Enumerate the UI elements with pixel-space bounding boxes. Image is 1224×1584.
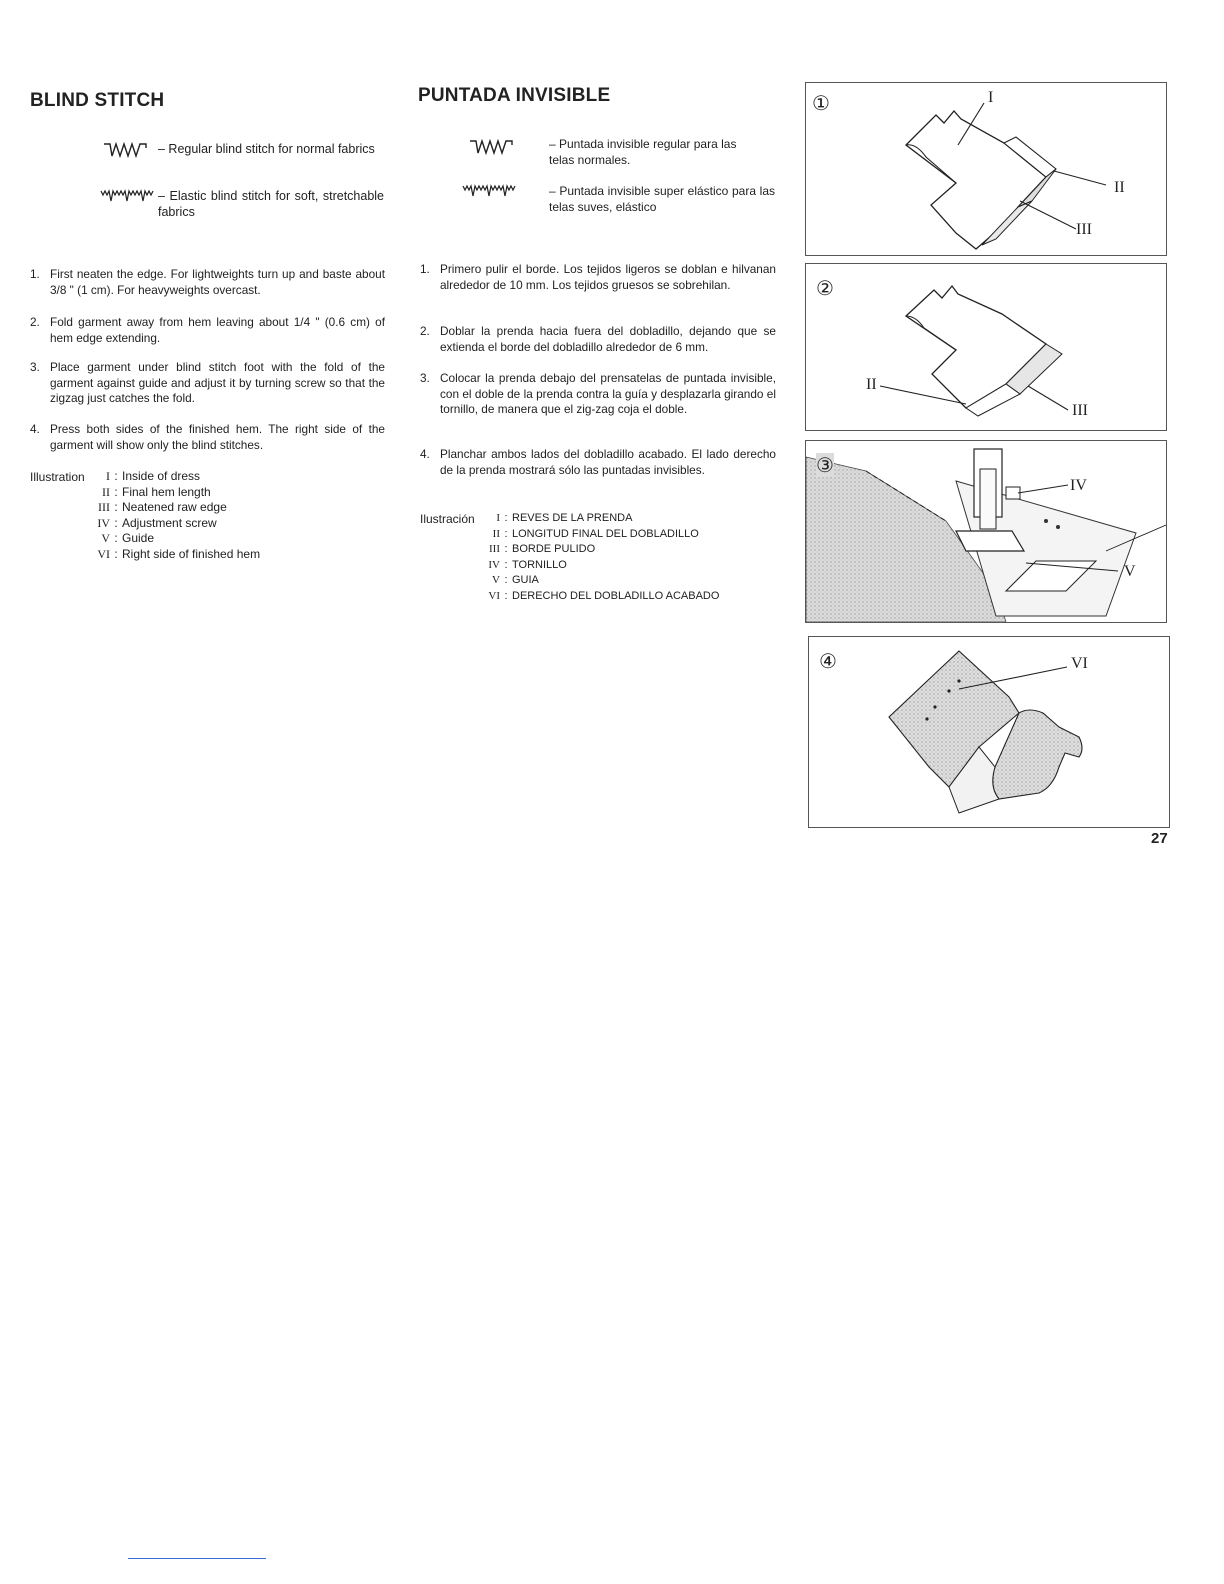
list-item: V : GUIA — [492, 574, 539, 586]
illustration-list-es — [478, 511, 719, 604]
legend-regular-desc: – Regular blind stitch for normal fabrics — [158, 142, 375, 156]
list-item: VI : Right side of finished hem — [97, 546, 261, 561]
label-ii: II — [866, 376, 877, 393]
step-es-4: 4. Planchar ambos lados del dobladillo acabado. El lado derecho de la prenda mostrará sólo las puntadas invisibles. — [420, 447, 776, 477]
list-item: I : REVES DE LA PRENDA — [496, 512, 633, 524]
step-en-1: 1. First neaten the edge. For lightweights turn up and baste about 3/8 " (1 cm). For heavyweights overcast. — [30, 267, 385, 297]
panel-number-2: ② — [816, 276, 834, 300]
label-i: I — [988, 89, 994, 106]
step-en-3: 3. Place garment under blind stitch foot with the fold of the garment against guide and adjust it by turning screw so that the zigzag just catches the fold. — [30, 360, 385, 405]
list-item: III : BORDE PULIDO — [489, 543, 596, 555]
label-vi: VI — [1071, 655, 1088, 672]
list-item: VI : DERECHO DEL DOBLADILLO ACABADO — [488, 589, 720, 602]
illustration-list-en — [88, 469, 260, 562]
step-en-4: 4. Press both sides of the finished hem. The right side of the garment will show only the blind stitches. — [30, 422, 385, 452]
elastic-blind-stitch-icon — [100, 187, 158, 207]
step-es-3: 3. Colocar la prenda debajo del prensatelas de puntada invisible, con el doble de la prenda contra la guía y desplazarla girando el tornillo, de manera que el zig-zag coja el doble. — [420, 371, 776, 416]
legend-regular-desc-es: – Puntada invisible regular para las telas normales. — [549, 137, 737, 167]
list-item: V : Guide — [101, 531, 155, 545]
label-v: V — [1124, 563, 1136, 580]
label-ii: II — [1114, 179, 1125, 196]
finished-hem-illustration — [809, 637, 1169, 827]
figure-panel-1 — [805, 82, 1167, 256]
step-en-2: 2. Fold garment away from hem leaving about 1/4 " (0.6 cm) of hem edge extending. — [30, 315, 385, 345]
panel-number-1: ① — [812, 91, 830, 115]
blind-stitch-foot-illustration — [806, 441, 1166, 622]
illustration-label-en: Illustration — [30, 470, 85, 484]
list-item: IV : TORNILLO — [488, 558, 567, 571]
label-iii: III — [1076, 221, 1092, 238]
label-iii: III — [1072, 402, 1088, 419]
step-es-1: 1. Primero pulir el borde. Los tejidos ligeros se doblan e hilvanan alrededor de 10 mm. Los tejidos gruesos se sobrehilan. — [420, 262, 776, 292]
panel-number-3: ③ — [816, 453, 834, 477]
regular-blind-stitch-icon-es — [468, 137, 520, 159]
title-english: BLIND STITCH — [30, 90, 165, 111]
legend-elastic-desc-es: – Puntada invisible super elástico para las telas suves, elástico — [549, 184, 775, 214]
list-item: II : LONGITUD FINAL DEL DOBLADILLO — [492, 527, 699, 540]
list-item: II : Final hem length — [102, 484, 211, 499]
figure-panel-2 — [805, 263, 1167, 431]
elastic-blind-stitch-icon-es — [462, 182, 520, 202]
title-spanish: PUNTADA INVISIBLE — [418, 85, 611, 106]
figure-panel-4 — [808, 636, 1170, 828]
illustration-label-es: Ilustración — [420, 512, 475, 526]
list-item: IV : Adjustment screw — [97, 515, 217, 530]
list-item: I : Inside of dress — [106, 469, 201, 483]
panel-number-4: ④ — [819, 649, 837, 673]
legend-elastic-desc: – Elastic blind stitch for soft, stretchable fabrics — [158, 189, 384, 219]
list-item: III : Neatened raw edge — [98, 500, 227, 514]
step-es-2: 2. Doblar la prenda hacia fuera del dobladillo, dejando que se extienda el borde del dobladillo alrededor de 6 mm. — [420, 324, 776, 354]
figure-panel-3 — [805, 440, 1167, 623]
footer-divider — [128, 1558, 266, 1559]
regular-blind-stitch-icon — [102, 140, 154, 162]
label-iv: IV — [1070, 477, 1087, 494]
page-number: 27 — [1151, 830, 1168, 847]
dress-hem-fold-illustration — [806, 83, 1166, 255]
hem-folded-away-illustration — [806, 264, 1166, 430]
